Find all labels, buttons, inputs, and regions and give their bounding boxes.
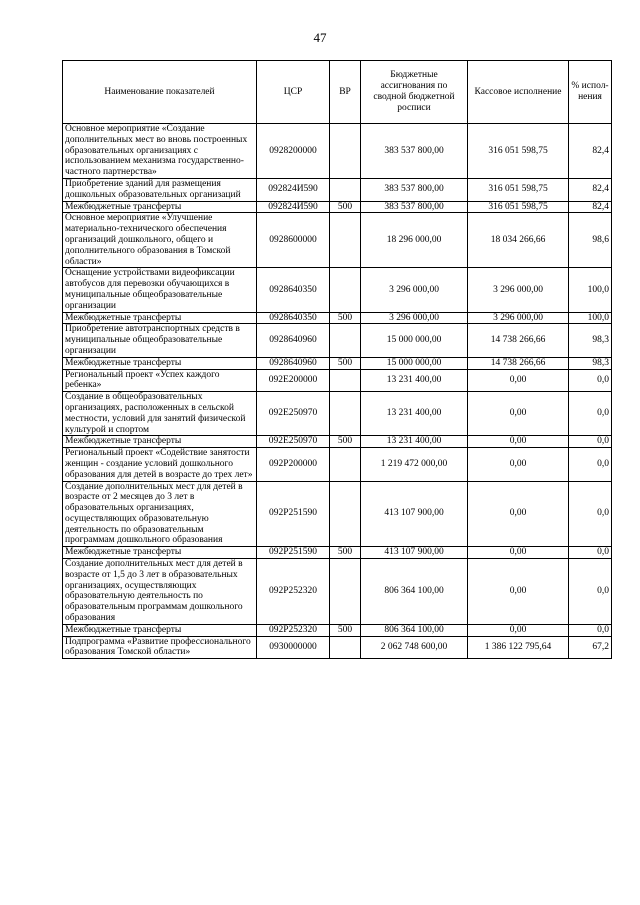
table-row — [63, 636, 612, 659]
cell-vr — [330, 324, 361, 357]
table-row — [63, 178, 612, 201]
cell-percent: 0,0 — [569, 624, 612, 636]
cell-vr: 500 — [330, 624, 361, 636]
cell-execution: 14 738 266,66 — [468, 357, 569, 369]
cell-vr: 500 — [330, 312, 361, 324]
cell-name: Межбюджетные трансферты — [63, 357, 257, 369]
cell-execution: 316 051 598,75 — [468, 124, 569, 179]
cell-assignments: 13 231 400,00 — [361, 436, 468, 448]
cell-name: Оснащение устройствами видеофиксации автобусов для перевозки обучающихся в муниципальные общеобразовательные организации — [63, 268, 257, 312]
header-execution: Кассовое исполнение — [468, 61, 569, 124]
cell-execution: 3 296 000,00 — [468, 312, 569, 324]
cell-assignments: 383 537 800,00 — [361, 178, 468, 201]
table-row — [63, 124, 612, 179]
cell-name: Межбюджетные трансферты — [63, 436, 257, 448]
cell-csr: 092P251590 — [257, 481, 330, 547]
cell-name: Приобретение зданий для размещения дошкольных образовательных организаций — [63, 178, 257, 201]
cell-percent: 0,0 — [569, 369, 612, 392]
cell-assignments: 806 364 100,00 — [361, 624, 468, 636]
cell-percent: 67,2 — [569, 636, 612, 659]
cell-name: Межбюджетные трансферты — [63, 624, 257, 636]
cell-vr: 500 — [330, 436, 361, 448]
cell-execution: 0,00 — [468, 448, 569, 481]
cell-vr — [330, 178, 361, 201]
cell-execution: 18 034 266,66 — [468, 213, 569, 268]
cell-vr — [330, 369, 361, 392]
table-row — [63, 268, 612, 312]
cell-percent: 98,6 — [569, 213, 612, 268]
cell-percent: 98,3 — [569, 324, 612, 357]
cell-vr — [330, 268, 361, 312]
cell-csr: 0928640350 — [257, 312, 330, 324]
cell-vr — [330, 392, 361, 436]
cell-percent: 0,0 — [569, 436, 612, 448]
cell-csr: 092824И590 — [257, 201, 330, 213]
cell-percent: 0,0 — [569, 559, 612, 625]
table-row — [63, 213, 612, 268]
cell-percent: 0,0 — [569, 481, 612, 547]
cell-assignments: 383 537 800,00 — [361, 201, 468, 213]
cell-vr: 500 — [330, 201, 361, 213]
cell-vr — [330, 448, 361, 481]
cell-name: Региональный проект «Успех каждого ребенка» — [63, 369, 257, 392]
cell-assignments: 18 296 000,00 — [361, 213, 468, 268]
cell-csr: 0928640350 — [257, 268, 330, 312]
cell-assignments: 15 000 000,00 — [361, 357, 468, 369]
cell-assignments: 15 000 000,00 — [361, 324, 468, 357]
table-header-row — [63, 61, 612, 124]
table-row — [63, 481, 612, 547]
cell-execution: 0,00 — [468, 547, 569, 559]
cell-percent: 100,0 — [569, 268, 612, 312]
cell-vr: 500 — [330, 547, 361, 559]
cell-name: Межбюджетные трансферты — [63, 312, 257, 324]
cell-vr — [330, 481, 361, 547]
cell-csr: 092P251590 — [257, 547, 330, 559]
cell-execution: 0,00 — [468, 392, 569, 436]
header-vr: ВР — [330, 61, 361, 124]
cell-execution: 0,00 — [468, 624, 569, 636]
cell-name: Подпрограмма «Развитие профессионального образования Томской области» — [63, 636, 257, 659]
cell-assignments: 2 062 748 600,00 — [361, 636, 468, 659]
cell-percent: 0,0 — [569, 547, 612, 559]
table-row — [63, 436, 612, 448]
cell-csr: 092P252320 — [257, 559, 330, 625]
cell-assignments: 13 231 400,00 — [361, 392, 468, 436]
cell-execution: 0,00 — [468, 369, 569, 392]
header-csr: ЦСР — [257, 61, 330, 124]
page-number: 47 — [313, 30, 327, 45]
table-row — [63, 392, 612, 436]
cell-percent: 0,0 — [569, 392, 612, 436]
cell-execution: 316 051 598,75 — [468, 201, 569, 213]
cell-percent: 0,0 — [569, 448, 612, 481]
cell-csr: 0928200000 — [257, 124, 330, 179]
cell-name: Межбюджетные трансферты — [63, 547, 257, 559]
header-percent: % испол-нения — [569, 61, 612, 124]
cell-name: Создание дополнительных мест для детей в возрасте от 1,5 до 3 лет в образовательных организациях, осуществляющих образовательную деятельность по образовательным программам дошкольного образования — [63, 559, 257, 625]
cell-assignments: 1 219 472 000,00 — [361, 448, 468, 481]
cell-csr: 092E250970 — [257, 436, 330, 448]
cell-csr: 0928640960 — [257, 324, 330, 357]
cell-vr — [330, 636, 361, 659]
table-row — [63, 201, 612, 213]
cell-name: Приобретение автотранспортных средств в муниципальные общеобразовательные организации — [63, 324, 257, 357]
table-row — [63, 324, 612, 357]
cell-execution: 0,00 — [468, 436, 569, 448]
table-row — [63, 547, 612, 559]
cell-execution: 0,00 — [468, 559, 569, 625]
cell-assignments: 3 296 000,00 — [361, 312, 468, 324]
cell-execution: 3 296 000,00 — [468, 268, 569, 312]
table-row — [63, 448, 612, 481]
cell-percent: 82,4 — [569, 178, 612, 201]
cell-csr: 092E200000 — [257, 369, 330, 392]
cell-vr — [330, 559, 361, 625]
cell-csr: 0930000000 — [257, 636, 330, 659]
table-row — [63, 624, 612, 636]
cell-vr — [330, 124, 361, 179]
cell-assignments: 383 537 800,00 — [361, 124, 468, 179]
cell-csr: 092P252320 — [257, 624, 330, 636]
table-row — [63, 357, 612, 369]
table-row — [63, 559, 612, 625]
cell-name: Создание в общеобразовательных организациях, расположенных в сельской местности, условий для занятий физической культурой и спортом — [63, 392, 257, 436]
cell-percent: 98,3 — [569, 357, 612, 369]
cell-csr: 0928640960 — [257, 357, 330, 369]
cell-assignments: 13 231 400,00 — [361, 369, 468, 392]
cell-percent: 82,4 — [569, 201, 612, 213]
cell-csr: 092P200000 — [257, 448, 330, 481]
cell-assignments: 413 107 900,00 — [361, 547, 468, 559]
cell-csr: 092E250970 — [257, 392, 330, 436]
cell-assignments: 806 364 100,00 — [361, 559, 468, 625]
cell-name: Создание дополнительных мест для детей в возрасте от 2 месяцев до 3 лет в образовательных организациях, осуществляющих образовательную деятельность по образовательным программам дошкольного образования — [63, 481, 257, 547]
cell-csr: 0928600000 — [257, 213, 330, 268]
budget-table — [62, 60, 612, 659]
table-row — [63, 312, 612, 324]
cell-execution: 14 738 266,66 — [468, 324, 569, 357]
cell-percent: 100,0 — [569, 312, 612, 324]
cell-execution: 0,00 — [468, 481, 569, 547]
cell-assignments: 413 107 900,00 — [361, 481, 468, 547]
cell-percent: 82,4 — [569, 124, 612, 179]
cell-vr — [330, 213, 361, 268]
cell-name: Основное мероприятие «Улучшение материально-технического обеспечения организаций дошкольного, общего и дополнительного образования в Томской области» — [63, 213, 257, 268]
cell-name: Межбюджетные трансферты — [63, 201, 257, 213]
cell-csr: 092824И590 — [257, 178, 330, 201]
header-name: Наименование показателей — [63, 61, 257, 124]
cell-execution: 316 051 598,75 — [468, 178, 569, 201]
table-row — [63, 369, 612, 392]
cell-execution: 1 386 122 795,64 — [468, 636, 569, 659]
cell-vr: 500 — [330, 357, 361, 369]
cell-name: Региональный проект «Содействие занятости женщин - создание условий дошкольного образования для детей в возрасте до трех лет» — [63, 448, 257, 481]
cell-name: Основное мероприятие «Создание дополнительных мест во вновь построенных образовательных организациях с использованием механизма государственно-частного партнерства» — [63, 124, 257, 179]
cell-assignments: 3 296 000,00 — [361, 268, 468, 312]
header-assignments: Бюджетные ассигнования по сводной бюджетной росписи — [361, 61, 468, 124]
